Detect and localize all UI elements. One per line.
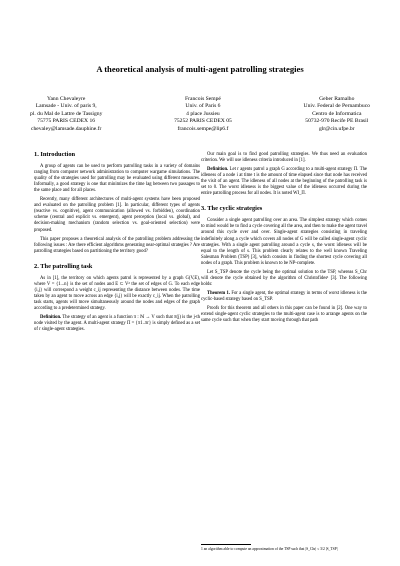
author-address: 4 place Jussieu [186,110,220,117]
footnote-rule [201,544,251,545]
author-name: Yann Chevaleyre [46,96,86,102]
paragraph: Consider a single agent patrolling over an area. The simplest strategy which comes to mind would be to find a cycle covering all the area, and then to make the agent travel around this cycle over and over. Single-agent strategies consisting in traveling indefinitely along a cycle which covers all nodes of G will be called single-agent cyclic strategies. With a single agent patrolling around a cycle s, the worst idleness will be equal to the length of s. This problem clearly relates to the well known Traveling Salesman Problem (TSP) [3], which consists in finding the shortest cycle covering all nodes of a graph. This problem is known to be NP-complete. [201,218,367,266]
author-email: francois.sempe@lip6.f [177,125,229,132]
paragraph: This paper proposes a theoretical analysis of the patrolling problem addressing the following issues : Are there efficient algorithms generating near-optimal strategies ? Are patrolling strategies based on partitioning the territory good? [34,236,200,254]
right-column [201,152,367,327]
author-2 [174,96,232,133]
paper-title: A theoretical analysis of multi-agent patrolling strategies [96,64,304,74]
author-address: 75775 PARIS CEDEX 16 [37,118,96,125]
definition-text: Let r agents patrol a graph G according to a multi-agent strategy Π. The idleness of a node i at time t is the amount of time elapsed since that node has received the visit of an agent. The idleness of all nodes at the beginning of the patrolling task is set to 0. The worst idleness is the biggest value of the idleness occurred during the entire patrolling process for all nodes. It is noted WI_Π. [201,167,367,197]
author-affiliation: Lamsade - Univ. of paris 9, [35,103,97,110]
theorem-text: For a single agent, the optimal strategy in terms of worst idleness is the cyclic-based strategy based on S_TSP. [201,290,368,302]
paragraph: Our main goal is to find good patrolling strategies. We thus need an evaluation criterion. We will use idleness criteria introduced in [1]. [201,152,367,164]
left-column [34,152,200,336]
author-1 [30,96,102,133]
paragraph: A group of agents can be used to perform patrolling tasks in a variety of domains ranging from computer network administration to computer wargame simulations. The quality of the strategies used for patrolling may be evaluated using different measures. Informally, a good strategy is one that minimizes the time lag between two passages to the same place and for all places. [34,164,200,194]
author-address: Centro de Informatica [312,110,362,117]
author-address: pl. du Mal de Lattre de Tassigny [30,110,103,117]
theorem-label: Theorem 1. [207,290,230,296]
author-name: Geber Ramalho [319,96,355,102]
author-block [30,96,370,133]
definition-label: Definition. [40,315,62,321]
author-3 [304,96,370,133]
author-address: 50732-970 Recife PE Brasil [305,118,369,125]
definition-paragraph [201,167,367,197]
definition-label: Definition. [207,167,229,173]
paragraph: As in [1], the territory on which agents patrol is represented by a graph G(V,E), where V = {1...n} is the set of nodes and E ⊂ V² the set of edges of G. To each edge {i,j} will correspond a weight c_ij representing the distance between nodes. The time taken by an agent to move across an edge {i,j} will be exactly c_ij. When the patrolling task starts, agents will move simultaneously around the nodes and edges of the graph according to a predetermined strategy. [34,275,200,311]
paragraph: Let S_TSP denote the cycle being the optimal solution to the TSP, whereas S_Chr will denote the cycle obtained by the algorithm of Christofides¹ [3]. The following holds: [201,269,367,287]
section-heading-patrolling-task: 2. The patrolling task [34,262,93,270]
section-heading-introduction: 1. Introduction [34,151,76,158]
author-affiliation: Univ. Federal de Pernambuco [303,103,370,110]
paragraph: Proofs for this theorem and all others in this paper can be found in [2]. One way to extend single-agent cyclic strategies to the multi-agent case is to arrange agents on the same cycle such that when they start moving through that path [201,305,367,324]
author-name: Francois Sempé [185,96,221,102]
author-email: chevaley@lamsade.dauphine.fr [30,125,102,132]
section-heading-cyclic-strategies: 3. The cyclic strategies [201,205,263,213]
definition-text: The strategy of an agent is a function π : ℕ → V such that π(j) is the j-th node visited by the agent. A multi-agent strategy Π = {π1..πr} is simply defined as a set of r single-agent strategies. [34,315,200,333]
author-email: glr@cin.ufpe.br [318,125,355,132]
paragraph: Recently, many different architectures of multi-agent systems have been proposed and evaluated on the patrolling problem [1]. In particular, different types of agents (reactive vs. cognitive), agent communication (allowed vs. forbidden), coordination scheme (central and explicit vs. emergent), agent perception (local vs. global), and decision-making mechanism (random selection vs. goal-oriented selection) were proposed. [34,197,200,233]
definition-paragraph [34,315,200,333]
footnote-text: 1 an algorithm able to compute an approximation of the TSP such that |S_Chr| ≤ 3/2 |S_TSP| [201,547,338,551]
author-affiliation: Univ. of Paris 6 [185,103,221,110]
theorem-paragraph [201,291,367,303]
footnote [201,544,367,552]
author-address: 75252 PARIS CEDEX 05 [174,118,232,125]
